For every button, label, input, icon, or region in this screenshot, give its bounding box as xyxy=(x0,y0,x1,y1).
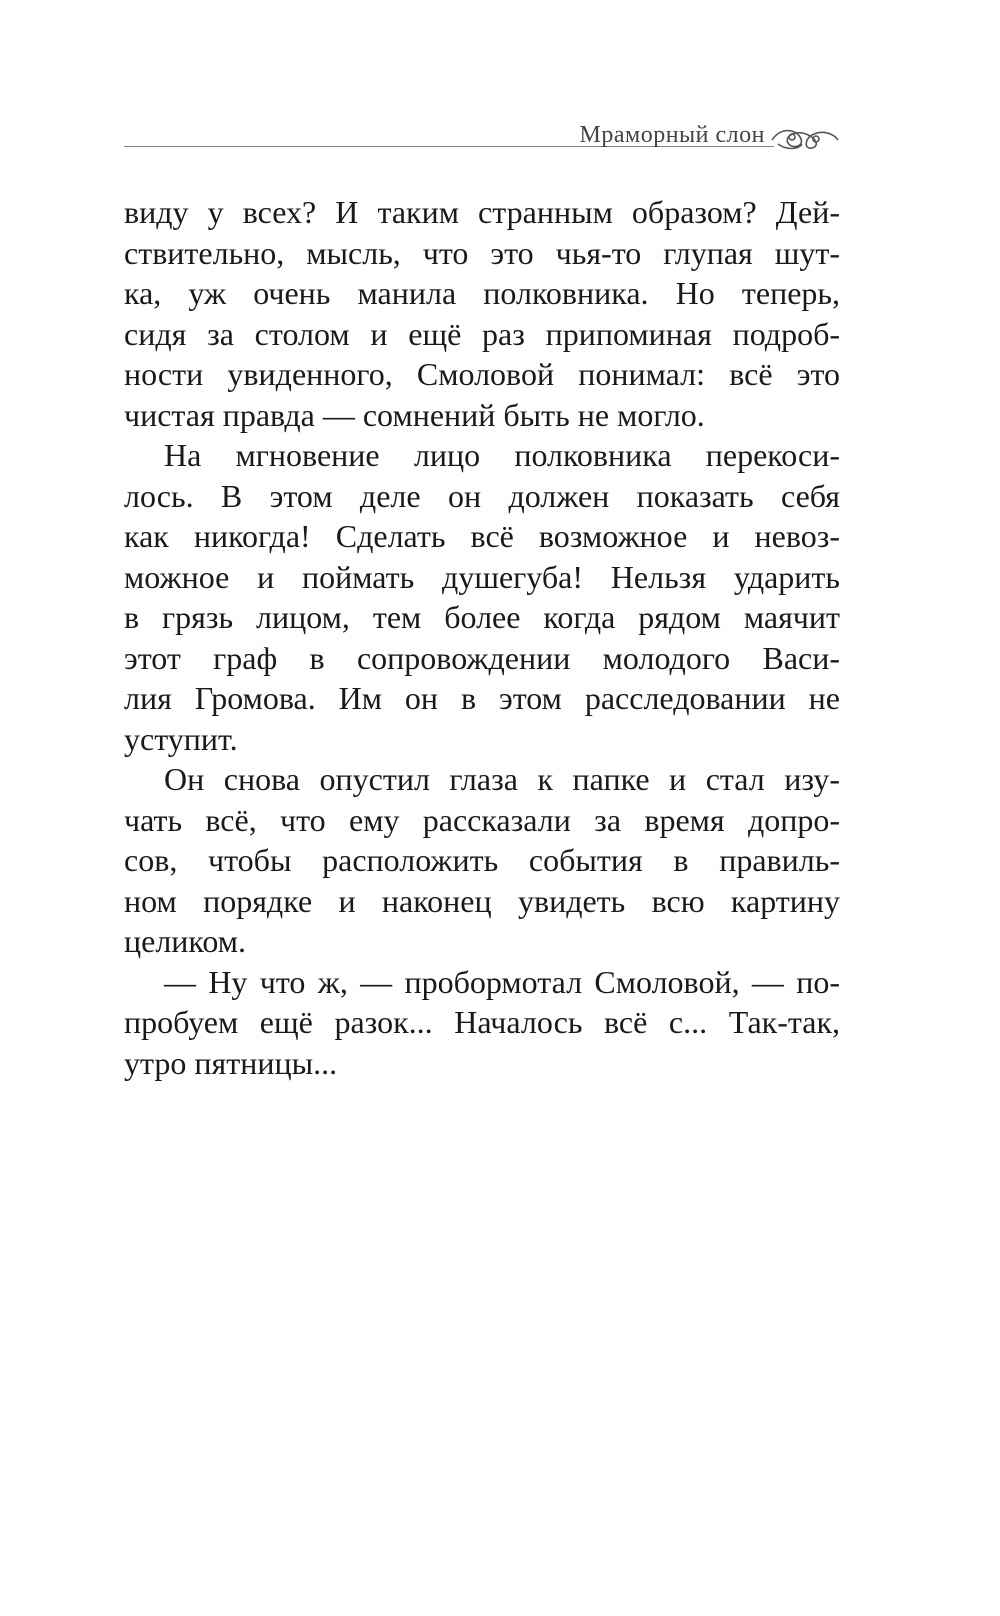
paragraph xyxy=(124,192,840,435)
text-line: ном порядке и наконец увидеть всю картину xyxy=(124,882,840,919)
text-line: сов, чтобы расположить события в правиль- xyxy=(124,842,840,878)
text-line: пробуем ещё разок... Началось всё с... Так-так, xyxy=(124,1004,840,1040)
text-line: чистая правда — сомнений быть не могло. xyxy=(124,396,705,433)
text-line: целиком. xyxy=(124,923,246,959)
text-line: можное и поймать душегуба! Нельзя ударить xyxy=(124,558,840,595)
paragraph xyxy=(124,962,840,1084)
text-line: Он снова опустил глаза к папке и стал изу- xyxy=(164,761,840,797)
book-page-text xyxy=(124,192,840,1083)
running-head xyxy=(124,108,840,154)
text-line: На мгновение лицо полковника перекоси- xyxy=(164,437,840,473)
text-line: лия Громова. Им он в этом расследовании не xyxy=(124,680,840,716)
text-line: в грязь лицом, тем более когда рядом маячит xyxy=(124,599,840,635)
text-line: чать всё, что ему рассказали за время допро- xyxy=(124,801,840,838)
running-head-title: Мраморный слон xyxy=(579,122,765,148)
paragraph xyxy=(124,435,840,759)
text-line: ка, уж очень манила полковника. Но теперь, xyxy=(124,275,840,311)
paragraph xyxy=(124,759,840,962)
text-line: этот граф в сопровождении молодого Васи- xyxy=(124,639,840,676)
text-line: ствительно, мысль, что это чья-то глупая шут- xyxy=(124,234,840,271)
decorative-flourish-icon xyxy=(770,120,840,154)
text-line: уступит. xyxy=(124,720,238,757)
text-line: — Ну что ж, — пробормотал Смоловой, — по- xyxy=(164,963,840,1000)
text-line: лось. В этом деле он должен показать себя xyxy=(124,477,840,514)
text-line: сидя за столом и ещё раз припоминая подроб- xyxy=(124,315,840,352)
text-line: как никогда! Сделать всё возможное и невоз- xyxy=(124,518,840,554)
text-line: утро пятницы... xyxy=(124,1044,338,1081)
text-line: ности увиденного, Смоловой понимал: всё это xyxy=(124,356,840,392)
text-line: виду у всех? И таким странным образом? Дей- xyxy=(124,194,840,230)
